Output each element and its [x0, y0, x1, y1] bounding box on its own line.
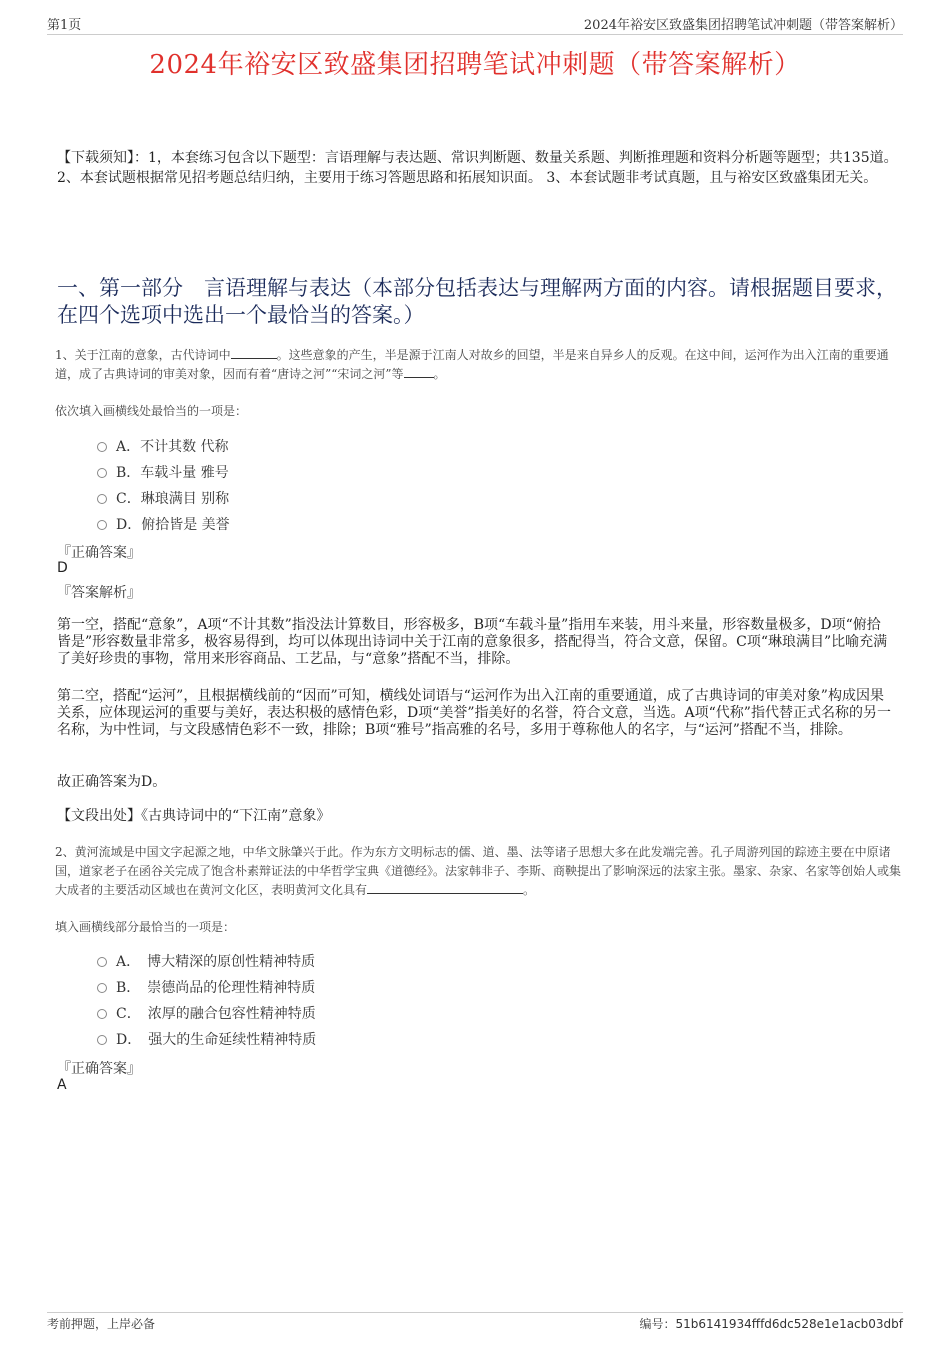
- question-1-blank-1: [231, 348, 277, 359]
- question-1-option-c[interactable]: C．琳琅满目 别称: [97, 488, 230, 514]
- question-1-analysis-paragraph-1: 第一空，搭配“意象”，A项“不计其数”指没法计算数目，形容极多，B项“车载斗量”指用车来装，用斗来量，形容数量极多，D项“俯拾皆是”形容数量非常多，极容易得到，均可以体现出诗词中关于江南的意象很多，搭配得当，符合文意，保留。C项“琳琅满目”比喻充满了美好珍贵的事物，常用来形容商品、工艺品，与“意象”搭配不当，排除。: [57, 617, 888, 667]
- question-2-prompt: 填入画横线部分最恰当的一项是：: [55, 920, 236, 934]
- question-2-answer-label: 『正确答案』: [57, 1061, 141, 1077]
- question-2-options: [97, 951, 316, 1055]
- radio-icon[interactable]: [97, 494, 107, 504]
- radio-icon[interactable]: [97, 983, 107, 993]
- question-2-option-d[interactable]: D． 强大的生命延续性精神特质: [97, 1029, 316, 1055]
- question-2-option-c[interactable]: C． 浓厚的融合包容性精神特质: [97, 1003, 316, 1029]
- question-1-source: 【文段出处】《古典诗词中的“下江南”意象》: [57, 808, 331, 824]
- radio-icon[interactable]: [97, 442, 107, 452]
- question-1-analysis-paragraph-2: 第二空，搭配“运河”，且根据横线前的“因而”可知，横线处词语与“运河作为出入江南的重要通道，成了古典诗词的审美对象”构成因果关系，应体现运河的重要与美好，表达积极的感情色彩，D项“美誉”指美好的名誉，符合文意，当选。A项“代称”指代替正式名称的另一名称，为中性词，与文段感情色彩不一致，排除；B项“雅号”指高雅的名号，多用于尊称他人的名字，与“运河”搭配不当，排除。: [57, 688, 891, 738]
- question-2-option-b[interactable]: B． 崇德尚品的伦理性精神特质: [97, 977, 316, 1003]
- page-footer: [47, 1315, 903, 1333]
- question-1-conclusion: 故正确答案为D。: [57, 774, 167, 790]
- radio-icon[interactable]: [97, 1035, 107, 1045]
- radio-icon[interactable]: [97, 957, 107, 967]
- question-1-text: 1、关于江南的意象，古代诗词中 。这些意象的产生，半是源于江南人对故乡的回望，半是来自异乡人的反观。在这中间，运河作为出入江南的重要通道，成了古典诗词的审美对象，因而有着“唐诗之河”“宋词之河”等 。: [55, 348, 889, 381]
- radio-icon[interactable]: [97, 520, 107, 530]
- question-1-answer: D: [57, 560, 68, 576]
- footer-slogan: 考前押题，上岸必备: [47, 1317, 156, 1331]
- question-1-prompt: 依次填入画横线处最恰当的一项是：: [55, 404, 248, 418]
- radio-icon[interactable]: [97, 1009, 107, 1019]
- question-2-answer: A: [57, 1077, 67, 1093]
- question-1-answer-label: 『正确答案』: [57, 545, 141, 561]
- question-1-analysis-label: 『答案解析』: [57, 585, 141, 601]
- question-1-option-a[interactable]: A．不计其数 代称: [97, 436, 230, 462]
- question-1-blank-2: [404, 367, 434, 378]
- download-notice: 【下载须知】：1，本套练习包含以下题型：言语理解与表达题、常识判断题、数量关系题、判断推理题和资料分析题等题型；共135道。 2、本套试题根据常见招考题总结归纳，主要用于练习答题思路和拓展知识面。 3、本套试题非考试真题，且与裕安区致盛集团无关。: [57, 150, 898, 186]
- section-heading: 一、第一部分 言语理解与表达（本部分包括表达与理解两方面的内容。请根据题目要求，在四个选项中选出一个最恰当的答案。）: [57, 276, 897, 327]
- footer-code: 编号：51b6141934fffd6dc528e1e1acb03dbf: [639, 1317, 903, 1331]
- question-2-blank: [367, 883, 523, 894]
- page-header: [47, 14, 903, 34]
- question-1-option-b[interactable]: B．车载斗量 雅号: [97, 462, 230, 488]
- question-2-option-a[interactable]: A． 博大精深的原创性精神特质: [97, 951, 316, 977]
- radio-icon[interactable]: [97, 468, 107, 478]
- question-1-options: [97, 436, 230, 540]
- header-doc-title: 2024年裕安区致盛集团招聘笔试冲刺题（带答案解析）: [583, 18, 903, 33]
- page-number: 第1页: [47, 18, 82, 33]
- footer-divider: [47, 1312, 903, 1313]
- question-1-option-d[interactable]: D．俯拾皆是 美誉: [97, 514, 230, 540]
- question-2-text: 2、黄河流域是中国文字起源之地，中华文脉肇兴于此。作为东方文明标志的儒、道、墨、法等诸子思想大多在此发端完善。孔子周游列国的踪迹主要在中原诸国，道家老子在函谷关完成了饱含朴素辩证法的中华哲学宝典《道德经》。法家韩非子、李斯、商鞅提出了影响深远的法家主张。墨家、杂家、名家等创始人或集大成者的主要活动区域也在黄河文化区，表明黄河文化具有 。: [55, 845, 902, 897]
- document-title: 2024年裕安区致盛集团招聘笔试冲刺题（带答案解析）: [149, 50, 801, 80]
- header-divider: [47, 34, 903, 35]
